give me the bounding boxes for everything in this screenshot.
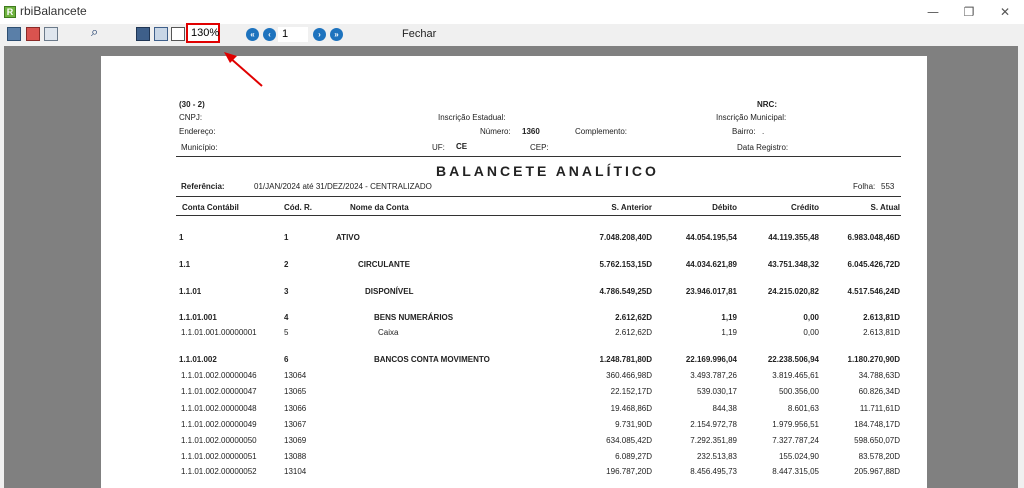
referencia-label: Referência: (181, 182, 225, 191)
report-title: BALANCETE ANALÍTICO (436, 163, 659, 179)
row-saldo-atual: 34.788,63D (858, 371, 900, 380)
row-debito: 22.169.996,04 (685, 355, 737, 364)
row-credito: 22.238.506,94 (767, 355, 819, 364)
bairro-value: . (762, 127, 765, 136)
row-conta-contabil: 1.1.01 (179, 287, 202, 296)
row-codigo-reduzido: 13064 (284, 371, 307, 380)
row-saldo-anterior: 2.612,62D (615, 328, 652, 337)
row-saldo-atual: 2.613,81D (863, 328, 900, 337)
column-header-codigo: Cód. R. (284, 203, 312, 212)
row-conta-contabil: 1.1.01.002.00000048 (181, 404, 257, 413)
row-saldo-atual: 205.967,88D (854, 467, 900, 476)
row-codigo-reduzido: 13069 (284, 436, 307, 445)
row-saldo-anterior: 22.152,17D (610, 387, 652, 396)
row-saldo-atual: 83.578,20D (858, 452, 900, 461)
cep-label: CEP: (530, 143, 549, 152)
columns-bottom-divider (176, 215, 901, 216)
minimize-button[interactable]: — (927, 5, 939, 19)
row-conta-contabil: 1.1 (179, 260, 191, 269)
title-bar (0, 0, 1024, 24)
row-credito: 1.979.956,51 (772, 420, 819, 429)
header-divider (176, 156, 901, 157)
data-registro-label: Data Registro: (737, 143, 789, 152)
row-conta-contabil: 1.1.01.001 (179, 313, 217, 322)
close-window-button[interactable]: ✕ (999, 5, 1011, 19)
row-nome-conta: ATIVO (336, 233, 360, 242)
row-conta-contabil: 1.1.01.002.00000051 (181, 452, 257, 461)
toolbar (0, 24, 1024, 46)
row-saldo-atual: 6.045.426,72D (847, 260, 900, 269)
nrc-label: NRC: (757, 100, 777, 109)
row-credito: 3.819.465,61 (772, 371, 819, 380)
row-debito: 2.154.972,78 (690, 420, 737, 429)
row-saldo-anterior: 1.248.781,80D (599, 355, 652, 364)
endereco-label: Endereço: (179, 127, 216, 136)
binoculars-search-icon[interactable]: ⌕ (91, 25, 99, 40)
row-saldo-anterior: 6.089,27D (615, 452, 652, 461)
row-credito: 24.215.020,82 (767, 287, 819, 296)
row-saldo-anterior: 634.085,42D (606, 436, 652, 445)
row-debito: 232.513,83 (696, 452, 737, 461)
app-icon: R (4, 6, 16, 18)
row-saldo-atual: 598.650,07D (854, 436, 900, 445)
two-pages-icon[interactable] (154, 27, 168, 41)
row-debito: 44.054.195,54 (685, 233, 737, 242)
row-codigo-reduzido: 3 (284, 287, 289, 296)
columns-top-divider (176, 196, 901, 197)
window-title: rbiBalancete (20, 4, 87, 18)
column-header-saldo-anterior: S. Anterior (611, 203, 652, 212)
row-credito: 0,00 (803, 313, 819, 322)
column-header-debito: Débito (712, 203, 737, 212)
folha-value: 553 (881, 182, 895, 191)
column-header-nome: Nome da Conta (350, 203, 409, 212)
row-nome-conta: BANCOS CONTA MOVIMENTO (374, 355, 490, 364)
row-conta-contabil: 1.1.01.002.00000046 (181, 371, 257, 380)
row-conta-contabil: 1.1.01.002.00000050 (181, 436, 257, 445)
export-pdf-icon[interactable] (26, 27, 40, 41)
row-nome-conta: BENS NUMERÁRIOS (374, 313, 454, 322)
uf-value: CE (456, 142, 468, 151)
row-codigo-reduzido: 4 (284, 313, 289, 322)
row-saldo-atual: 60.826,34D (858, 387, 900, 396)
row-conta-contabil: 1.1.01.002.00000049 (181, 420, 257, 429)
close-report-button[interactable]: Fechar (402, 28, 437, 40)
row-debito: 8.456.495,73 (690, 467, 737, 476)
row-nome-conta: CIRCULANTE (358, 260, 410, 269)
row-debito: 3.493.787,26 (690, 371, 737, 380)
column-header-credito: Crédito (791, 203, 819, 212)
row-saldo-anterior: 9.731,90D (615, 420, 652, 429)
folha-label: Folha: (853, 182, 876, 191)
first-page-icon[interactable]: « (246, 28, 259, 41)
row-codigo-reduzido: 13104 (284, 467, 307, 476)
row-saldo-atual: 6.983.048,46D (847, 233, 900, 242)
row-conta-contabil: 1.1.01.002.00000047 (181, 387, 257, 396)
next-page-icon[interactable]: › (313, 28, 326, 41)
referencia-value: 01/JAN/2024 até 31/DEZ/2024 - CENTRALIZADO (254, 182, 432, 191)
print-icon[interactable] (7, 27, 21, 41)
page-number-input[interactable]: 1 (278, 27, 308, 42)
row-codigo-reduzido: 1 (284, 233, 289, 242)
row-saldo-anterior: 196.787,20D (606, 467, 652, 476)
row-credito: 155.024,90 (778, 452, 819, 461)
row-codigo-reduzido: 6 (284, 355, 289, 364)
uf-label: UF: (432, 143, 445, 152)
row-debito: 1,19 (721, 313, 737, 322)
cnpj-label: CNPJ: (179, 113, 203, 122)
row-credito: 500.356,00 (778, 387, 819, 396)
page-width-icon[interactable] (171, 27, 185, 41)
row-codigo-reduzido: 5 (284, 328, 289, 337)
numero-label: Número: (480, 127, 511, 136)
row-saldo-atual: 184.748,17D (854, 420, 900, 429)
row-conta-contabil: 1.1.01.001.00000001 (181, 328, 257, 337)
row-debito: 7.292.351,89 (690, 436, 737, 445)
row-saldo-anterior: 19.468,86D (610, 404, 652, 413)
row-debito: 844,38 (712, 404, 737, 413)
row-conta-contabil: 1.1.01.002 (179, 355, 217, 364)
row-saldo-atual: 11.711,61D (859, 404, 900, 413)
maximize-button[interactable]: ❐ (963, 5, 975, 19)
zoom-level-field[interactable]: 130% (186, 23, 220, 43)
complemento-label: Complemento: (575, 127, 628, 136)
row-saldo-atual: 1.180.270,90D (847, 355, 900, 364)
row-codigo-reduzido: 2 (284, 260, 289, 269)
row-debito: 1,19 (721, 328, 737, 337)
row-saldo-anterior: 2.612,62D (615, 313, 652, 322)
row-conta-contabil: 1 (179, 233, 184, 242)
inscricao-municipal-label: Inscrição Municipal: (716, 113, 787, 122)
row-debito: 44.034.621,89 (685, 260, 737, 269)
row-saldo-anterior: 5.762.153,15D (599, 260, 652, 269)
row-saldo-atual: 2.613,81D (863, 313, 900, 322)
row-credito: 7.327.787,24 (772, 436, 819, 445)
row-saldo-anterior: 4.786.549,25D (599, 287, 652, 296)
row-debito: 23.946.017,81 (685, 287, 737, 296)
row-credito: 0,00 (803, 328, 819, 337)
single-page-icon[interactable] (136, 27, 150, 41)
row-conta-contabil: 1.1.01.002.00000052 (181, 467, 257, 476)
row-saldo-atual: 4.517.546,24D (847, 287, 900, 296)
row-credito: 44.119.355,48 (768, 233, 819, 242)
row-credito: 8.601,63 (787, 404, 819, 413)
column-header-conta: Conta Contábil (182, 203, 239, 212)
row-codigo-reduzido: 13065 (284, 387, 307, 396)
row-codigo-reduzido: 13088 (284, 452, 307, 461)
row-debito: 539.030,17 (696, 387, 737, 396)
row-saldo-anterior: 360.466,98D (606, 371, 652, 380)
previous-page-icon[interactable]: ‹ (263, 28, 276, 41)
company-code: (30 - 2) (179, 100, 205, 109)
inscricao-estadual-label: Inscrição Estadual: (438, 113, 506, 122)
row-codigo-reduzido: 13067 (284, 420, 307, 429)
municipio-label: Município: (181, 143, 218, 152)
numero-value: 1360 (522, 127, 540, 136)
last-page-icon[interactable]: » (330, 28, 343, 41)
print-setup-icon[interactable] (44, 27, 58, 41)
row-saldo-anterior: 7.048.208,40D (599, 233, 652, 242)
row-codigo-reduzido: 13066 (284, 404, 307, 413)
column-header-saldo-atual: S. Atual (870, 203, 900, 212)
row-credito: 8.447.315,05 (772, 467, 819, 476)
bairro-label: Bairro: (732, 127, 756, 136)
row-nome-conta: DISPONÍVEL (365, 287, 414, 296)
row-nome-conta: Caixa (378, 328, 399, 337)
row-credito: 43.751.348,32 (767, 260, 819, 269)
